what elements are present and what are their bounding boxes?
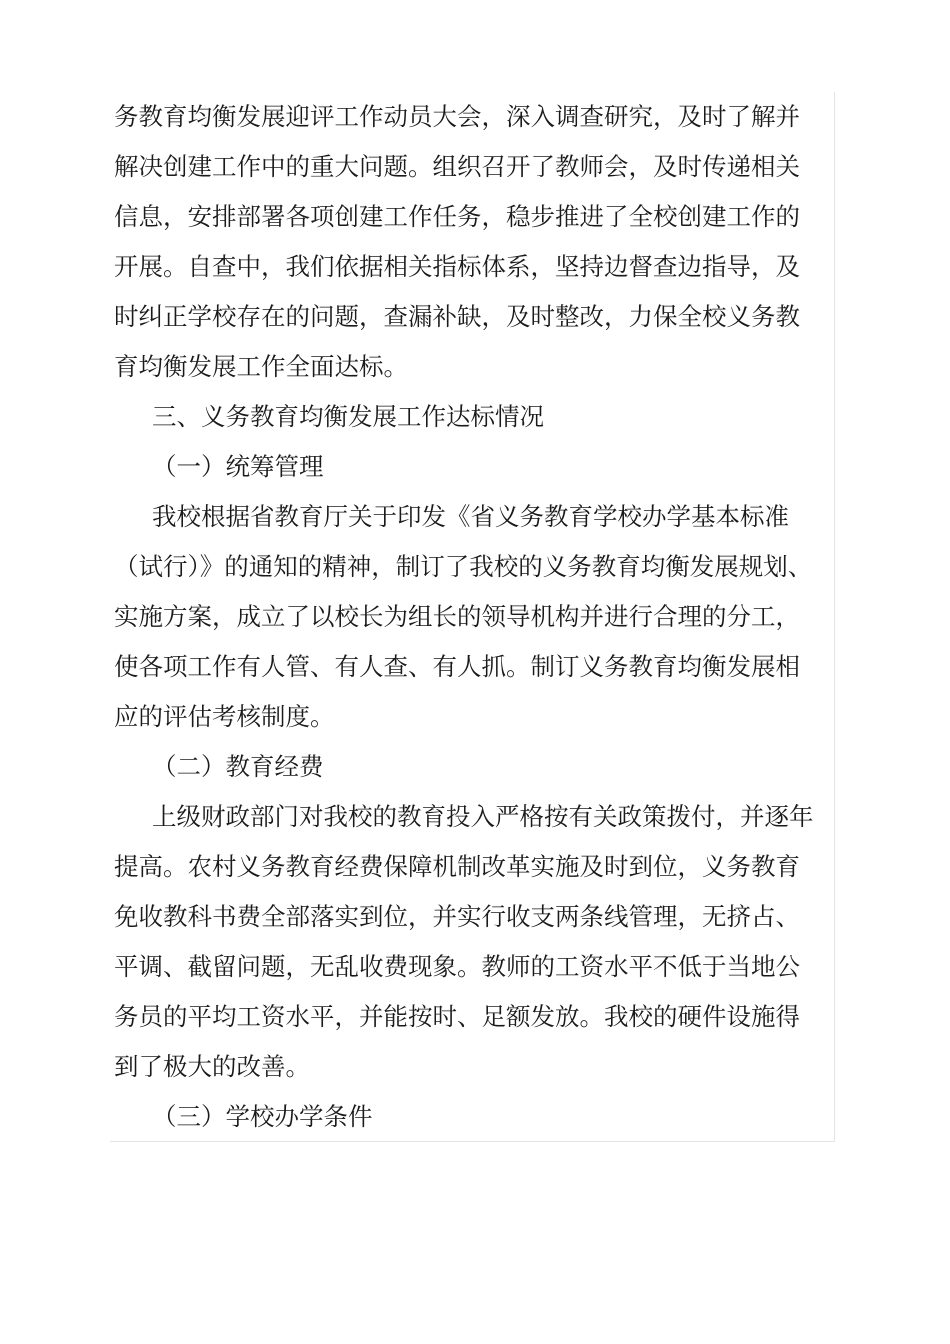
paragraph-line: 使各项工作有人管、有人查、有人抓。制订义务教育均衡发展相 <box>114 652 800 681</box>
paragraph-line: 实施方案，成立了以校长为组长的领导机构并进行合理的分工， <box>114 602 800 631</box>
paragraph-line: 解决创建工作中的重大问题。组织召开了教师会，及时传递相关 <box>114 152 800 181</box>
paragraph-line: 时纠正学校存在的问题，查漏补缺，及时整改，力保全校义务教 <box>114 302 800 331</box>
paragraph-line: 免收教科书费全部落实到位，并实行收支两条线管理，无挤占、 <box>114 902 800 931</box>
paragraph-line: 育均衡发展工作全面达标。 <box>114 352 408 381</box>
document-body <box>114 92 854 1142</box>
section-heading: 三、义务教育均衡发展工作达标情况 <box>152 402 544 431</box>
paragraph-line: （试行）》的通知的精神，制订了我校的义务教育均衡发展规划、 <box>114 552 813 581</box>
paragraph-line: 平调、截留问题，无乱收费现象。教师的工资水平不低于当地公 <box>114 952 800 981</box>
paragraph-line: 我校根据省教育厅关于印发《省义务教育学校办学基本标准 <box>152 502 789 531</box>
paragraph-line: 开展。自查中，我们依据相关指标体系，坚持边督查边指导，及 <box>114 252 800 281</box>
subsection-heading-2: （二）教育经费 <box>152 752 324 781</box>
paragraph-line: 务员的平均工资水平，并能按时、足额发放。我校的硬件设施得 <box>114 1002 800 1031</box>
paragraph-line: 到了极大的改善。 <box>114 1052 310 1081</box>
paragraph-line: 应的评估考核制度。 <box>114 702 335 731</box>
document-page <box>110 92 835 1142</box>
subsection-heading-3: （三）学校办学条件 <box>152 1102 373 1131</box>
subsection-heading-1: （一）统筹管理 <box>152 452 324 481</box>
paragraph-line: 务教育均衡发展迎评工作动员大会，深入调查研究，及时了解并 <box>114 102 800 131</box>
paragraph-line: 上级财政部门对我校的教育投入严格按有关政策拨付，并逐年 <box>152 802 814 831</box>
paragraph-line: 信息，安排部署各项创建工作任务，稳步推进了全校创建工作的 <box>114 202 800 231</box>
paragraph-line: 提高。农村义务教育经费保障机制改革实施及时到位，义务教育 <box>114 852 800 881</box>
